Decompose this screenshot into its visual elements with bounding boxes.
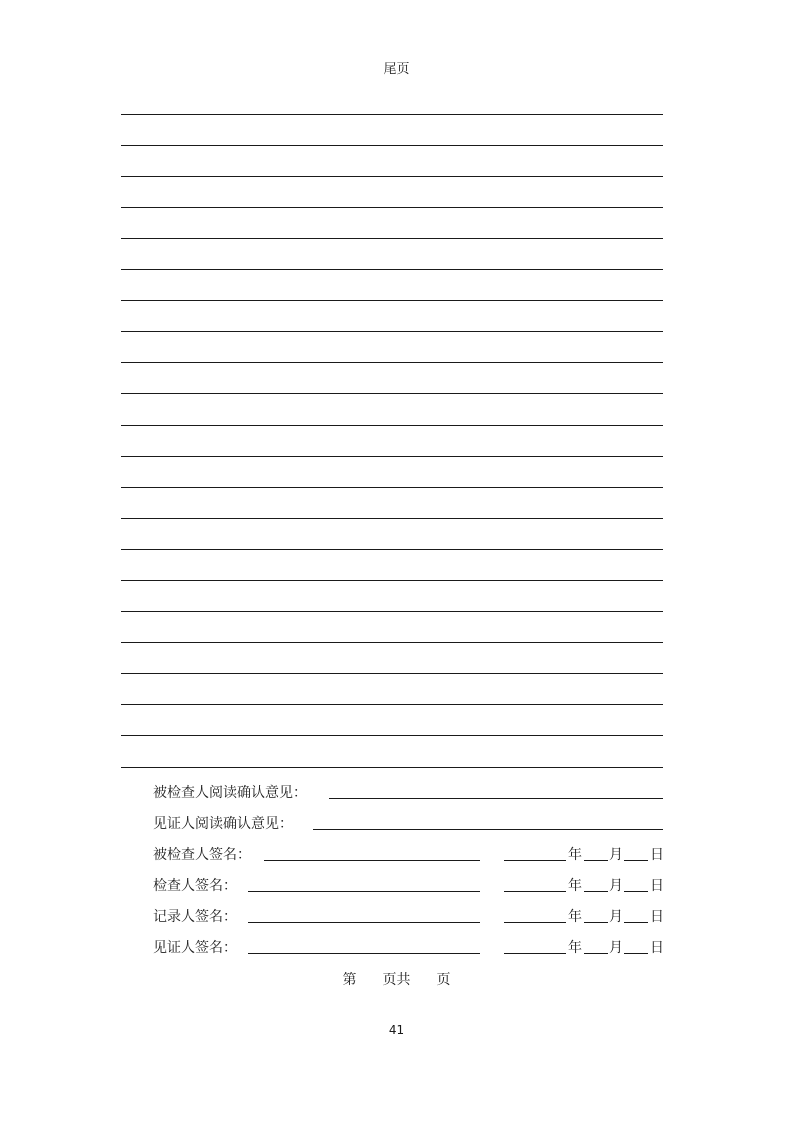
ruled-line (121, 331, 663, 332)
page-indicator-suffix: 页 (436, 972, 451, 988)
ruled-line (121, 580, 663, 581)
date-day-label: 日 (650, 847, 664, 863)
ruled-line (121, 642, 663, 643)
inspected-signature-label: 被检查人签名： (153, 847, 251, 863)
date-month-label: 月 (609, 909, 623, 925)
ruled-line (121, 393, 663, 394)
ruled-line (121, 735, 663, 736)
date-day-label: 日 (650, 940, 664, 956)
date-day-field[interactable] (624, 860, 648, 861)
date-month-field[interactable] (584, 860, 608, 861)
date-day-label: 日 (650, 909, 664, 925)
inspected-signature-field[interactable] (264, 860, 480, 861)
date-year-field[interactable] (504, 953, 566, 954)
ruled-line (121, 518, 663, 519)
ruled-line (121, 114, 663, 115)
inspector-signature-label: 检查人签名： (153, 878, 237, 894)
date-year-label: 年 (568, 878, 582, 894)
ruled-line (121, 300, 663, 301)
ruled-line (121, 362, 663, 363)
date-year-field[interactable] (504, 922, 566, 923)
date-day-field[interactable] (624, 922, 648, 923)
date-year-label: 年 (568, 909, 582, 925)
witness-read-confirm-label: 见证人阅读确认意见： (153, 816, 293, 832)
date-day-label: 日 (650, 878, 664, 894)
date-day-field[interactable] (624, 891, 648, 892)
ruled-line (121, 269, 663, 270)
date-year-label: 年 (568, 847, 582, 863)
ruled-line (121, 425, 663, 426)
witness-read-confirm-field[interactable] (313, 829, 663, 830)
recorder-signature-field[interactable] (248, 922, 480, 923)
date-month-label: 月 (609, 847, 623, 863)
ruled-line (121, 238, 663, 239)
date-year-label: 年 (568, 940, 582, 956)
date-month-field[interactable] (584, 953, 608, 954)
ruled-line (121, 549, 663, 550)
witness-signature-label: 见证人签名： (153, 940, 237, 956)
date-month-field[interactable] (584, 922, 608, 923)
date-month-label: 月 (609, 940, 623, 956)
page-indicator (0, 969, 793, 989)
page-indicator-mid: 页共 (382, 972, 411, 988)
ruled-line (121, 767, 663, 768)
inspected-read-confirm-label: 被检查人阅读确认意见： (153, 785, 307, 801)
ruled-line (121, 176, 663, 177)
ruled-line (121, 704, 663, 705)
date-month-label: 月 (609, 878, 623, 894)
ruled-line (121, 487, 663, 488)
recorder-signature-label: 记录人签名： (153, 909, 237, 925)
witness-signature-field[interactable] (248, 953, 480, 954)
ruled-line (121, 207, 663, 208)
date-year-field[interactable] (504, 860, 566, 861)
ruled-line (121, 673, 663, 674)
ruled-line (121, 456, 663, 457)
ruled-line (121, 611, 663, 612)
date-year-field[interactable] (504, 891, 566, 892)
page-header-title: 尾页 (383, 62, 410, 77)
ruled-line (121, 145, 663, 146)
date-day-field[interactable] (624, 953, 648, 954)
date-month-field[interactable] (584, 891, 608, 892)
page-number: 41 (388, 1023, 405, 1037)
page-indicator-prefix: 第 (342, 972, 357, 988)
inspector-signature-field[interactable] (248, 891, 480, 892)
inspected-read-confirm-field[interactable] (329, 798, 663, 799)
